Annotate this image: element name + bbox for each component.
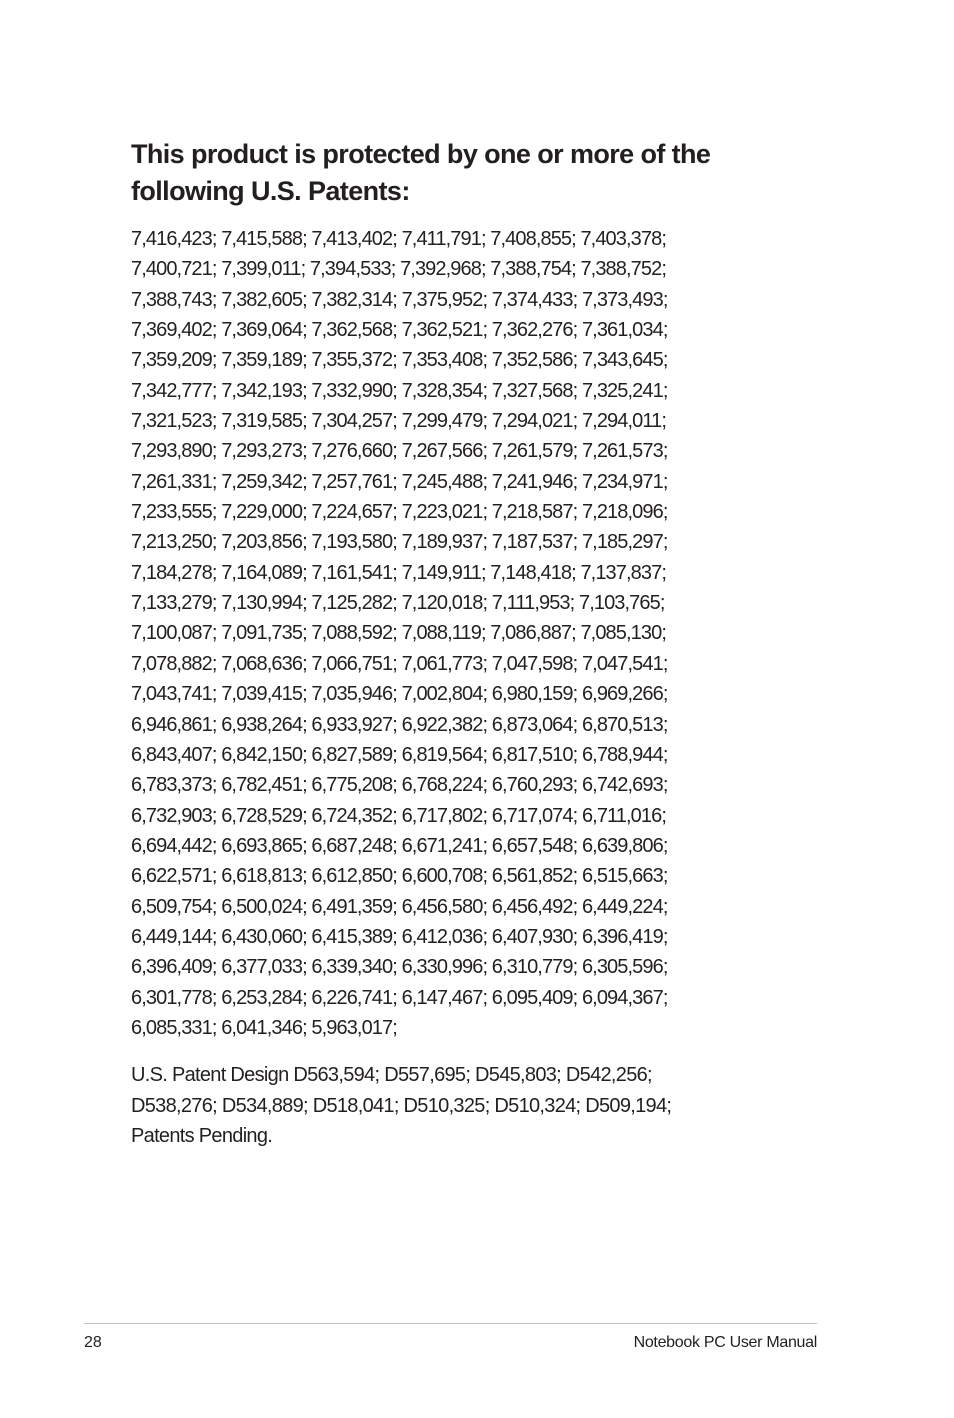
patent-line: 7,043,741; 7,039,415; 7,035,946; 7,002,804; 6,980,159; 6,969,266; bbox=[131, 683, 668, 706]
patent-line: 7,213,250; 7,203,856; 7,193,580; 7,189,937; 7,187,537; 7,185,297; bbox=[131, 531, 668, 554]
page-number: 28 bbox=[84, 1334, 102, 1351]
patent-line: 7,416,423; 7,415,588; 7,413,402; 7,411,791; 7,408,855; 7,403,378; bbox=[131, 228, 666, 250]
patent-line: 7,293,890; 7,293,273; 7,276,660; 7,267,566; 7,261,579; 7,261,573; bbox=[131, 440, 668, 463]
patent-line: 7,369,402; 7,369,064; 7,362,568; 7,362,521; 7,362,276; 7,361,034; bbox=[131, 319, 668, 342]
footer-divider bbox=[84, 1323, 817, 1324]
patent-line: 7,388,743; 7,382,605; 7,382,314; 7,375,952; 7,374,433; 7,373,493; bbox=[131, 288, 668, 311]
patent-line: 6,783,373; 6,782,451; 6,775,208; 6,768,224; 6,760,293; 6,742,693; bbox=[131, 774, 668, 797]
patent-line: 7,100,087; 7,091,735; 7,088,592; 7,088,119; 7,086,887; 7,085,130; bbox=[131, 622, 666, 645]
patent-line: 6,301,778; 6,253,284; 6,226,741; 6,147,467; 6,095,409; 6,094,367; bbox=[131, 986, 668, 1009]
patent-line: 6,085,331; 6,041,346; 5,963,017; bbox=[131, 1016, 397, 1039]
patent-line: 7,184,278; 7,164,089; 7,161,541; 7,149,911; 7,148,418; 7,137,837; bbox=[131, 561, 666, 584]
patent-line: 7,321,523; 7,319,585; 7,304,257; 7,299,479; 7,294,021; 7,294,011; bbox=[131, 410, 666, 433]
design-patent-list bbox=[131, 1060, 811, 1152]
manual-title: Notebook PC User Manual bbox=[633, 1334, 817, 1351]
patent-line: 6,622,571; 6,618,813; 6,612,850; 6,600,708; 6,561,852; 6,515,663; bbox=[131, 865, 668, 888]
patent-line: 7,342,777; 7,342,193; 7,332,990; 7,328,354; 7,327,568; 7,325,241; bbox=[131, 379, 668, 402]
patent-line: 7,400,721; 7,399,011; 7,394,533; 7,392,968; 7,388,754; 7,388,752; bbox=[131, 258, 666, 281]
patent-line: 7,359,209; 7,359,189; 7,355,372; 7,353,408; 7,352,586; 7,343,645; bbox=[131, 349, 668, 372]
heading-line-1: This product is protected by one or more of the bbox=[131, 139, 711, 169]
page-heading bbox=[131, 136, 831, 210]
design-patent-line: D538,276; D534,889; D518,041; D510,325; D510,324; D509,194; bbox=[131, 1094, 672, 1117]
patent-line: 7,233,555; 7,229,000; 7,224,657; 7,223,021; 7,218,587; 7,218,096; bbox=[131, 501, 668, 524]
patent-line: 6,732,903; 6,728,529; 6,724,352; 6,717,802; 6,717,074; 6,711,016; bbox=[131, 804, 666, 827]
patent-line: 6,509,754; 6,500,024; 6,491,359; 6,456,580; 6,456,492; 6,449,224; bbox=[131, 895, 668, 918]
patent-line: 7,078,882; 7,068,636; 7,066,751; 7,061,773; 7,047,598; 7,047,541; bbox=[131, 652, 668, 675]
patent-number-list bbox=[131, 224, 811, 1043]
patents-pending-line: Patents Pending. bbox=[131, 1125, 273, 1147]
patent-line: 6,396,409; 6,377,033; 6,339,340; 6,330,996; 6,310,779; 6,305,596; bbox=[131, 956, 668, 979]
design-patent-line: U.S. Patent Design D563,594; D557,695; D545,803; D542,256; bbox=[131, 1064, 652, 1086]
patent-line: 7,133,279; 7,130,994; 7,125,282; 7,120,018; 7,111,953; 7,103,765; bbox=[131, 592, 665, 615]
patent-line: 7,261,331; 7,259,342; 7,257,761; 7,245,488; 7,241,946; 7,234,971; bbox=[131, 470, 668, 493]
patent-line: 6,694,442; 6,693,865; 6,687,248; 6,671,241; 6,657,548; 6,639,806; bbox=[131, 834, 668, 857]
patent-line: 6,843,407; 6,842,150; 6,827,589; 6,819,564; 6,817,510; 6,788,944; bbox=[131, 743, 668, 766]
patent-line: 6,946,861; 6,938,264; 6,933,927; 6,922,382; 6,873,064; 6,870,513; bbox=[131, 713, 668, 736]
heading-line-2: following U.S. Patents: bbox=[131, 176, 410, 206]
patent-line: 6,449,144; 6,430,060; 6,415,389; 6,412,036; 6,407,930; 6,396,419; bbox=[131, 925, 668, 948]
